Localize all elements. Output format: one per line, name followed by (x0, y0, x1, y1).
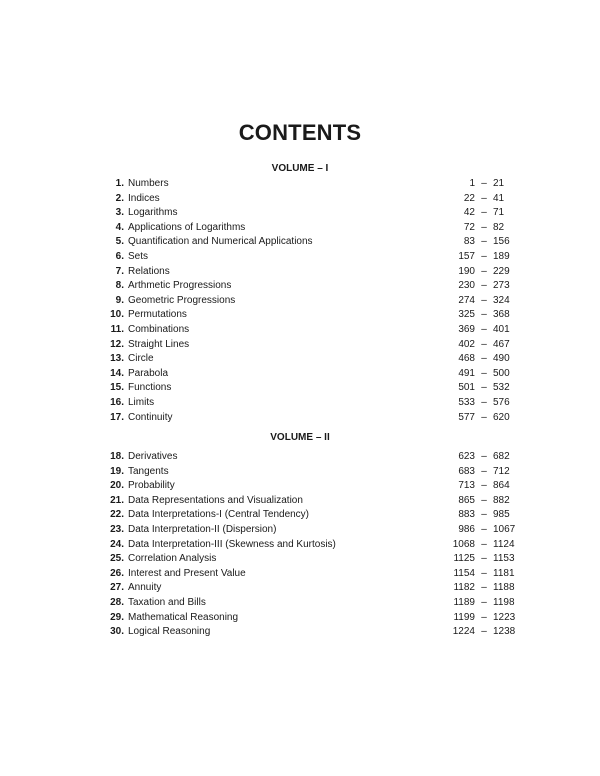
chapter-title: Interest and Present Value (128, 567, 246, 579)
chapter-title: Limits (128, 396, 155, 408)
chapter-number: 21. (110, 494, 124, 506)
page-range-dash: – (481, 509, 487, 521)
page-start: 190 (458, 265, 475, 277)
page-range-dash: – (481, 236, 487, 248)
page-start: 1 (469, 178, 475, 189)
page-start: 1182 (453, 582, 475, 594)
page-range-dash: – (481, 411, 487, 423)
page-end: 864 (493, 480, 510, 492)
chapter-title: Probability (128, 480, 175, 492)
chapter-title: Annuity (128, 582, 162, 594)
volume-1-heading: VOLUME – I (271, 163, 329, 174)
page-end: 682 (493, 451, 510, 462)
page-start: 491 (458, 367, 475, 379)
toc-entry (0, 538, 600, 553)
page-end: 1238 (493, 626, 516, 638)
toc-entry (0, 367, 600, 382)
toc-entry (0, 381, 600, 396)
chapter-title: Functions (128, 382, 172, 394)
toc-entry (0, 494, 600, 509)
toc-entry (0, 294, 600, 309)
toc-entry (0, 523, 600, 538)
toc-entry (0, 308, 600, 323)
chapter-title: Data Representations and Visualization (128, 494, 303, 506)
page-start: 42 (463, 207, 475, 219)
chapter-title: Applications of Logarithms (128, 221, 246, 233)
chapter-number: 6. (115, 250, 124, 262)
toc-entry (0, 611, 600, 626)
page-start: 1224 (452, 626, 475, 638)
chapter-number: 7. (115, 265, 124, 277)
page-start: 402 (458, 338, 475, 350)
page-range-dash: – (481, 192, 487, 204)
volume-2-heading: VOLUME – II (270, 432, 330, 443)
toc-entry (0, 250, 600, 265)
page-range-dash: – (481, 207, 487, 219)
page-end: 41 (493, 192, 505, 204)
chapter-number: 8. (115, 280, 124, 292)
page-range-dash: – (481, 221, 487, 233)
page-end: 1223 (493, 611, 516, 623)
chapter-title: Logarithms (128, 207, 178, 219)
page-end: 368 (493, 309, 510, 321)
chapter-title: Permutations (128, 309, 187, 321)
page-range-dash: – (481, 582, 487, 594)
chapter-number: 15. (110, 382, 124, 394)
toc-entry (0, 338, 600, 353)
page-end: 71 (493, 207, 505, 219)
page-range-dash: – (481, 523, 487, 535)
page-start: 157 (458, 250, 475, 262)
toc-entry (0, 323, 600, 338)
page-end: 189 (493, 250, 510, 262)
toc-entry (0, 177, 600, 192)
page-start: 1199 (453, 611, 475, 623)
chapter-number: 2. (115, 192, 124, 204)
page-range-dash: – (481, 353, 487, 365)
page-end: 1198 (493, 596, 515, 608)
chapter-number: 17. (110, 411, 124, 423)
toc-entry (0, 596, 600, 611)
chapter-number: 22. (110, 509, 124, 521)
chapter-number: 20. (110, 480, 124, 492)
chapter-number: 3. (115, 207, 124, 219)
chapter-number: 16. (110, 396, 124, 408)
page-start: 986 (458, 523, 475, 535)
chapter-number: 12. (110, 338, 124, 350)
page-start: 501 (458, 382, 475, 394)
toc-entry (0, 279, 600, 294)
chapter-title: Derivatives (128, 451, 178, 462)
chapter-title: Arthmetic Progressions (128, 280, 232, 292)
toc-entry (0, 192, 600, 207)
chapter-title: Indices (128, 192, 160, 204)
toc-entry (0, 508, 600, 523)
page-end: 401 (493, 323, 510, 335)
page-start: 883 (458, 509, 475, 521)
page-start: 72 (463, 221, 475, 233)
page-start: 1154 (453, 567, 475, 579)
page-end: 324 (493, 294, 510, 306)
page-range-dash: – (481, 596, 487, 608)
page-start: 1125 (453, 553, 475, 565)
toc-entry (0, 581, 600, 596)
chapter-number: 23. (110, 523, 124, 535)
page-range-dash: – (481, 280, 487, 292)
toc-entry (0, 479, 600, 494)
page-start: 623 (458, 451, 475, 462)
toc-entry (0, 352, 600, 367)
page-end: 1124 (493, 538, 515, 550)
chapter-title: Correlation Analysis (128, 553, 217, 565)
page-end: 467 (493, 338, 510, 350)
chapter-number: 11. (110, 323, 124, 335)
page-start: 83 (463, 236, 475, 248)
toc-entry (0, 625, 600, 640)
page-range-dash: – (481, 396, 487, 408)
chapter-number: 9. (115, 294, 124, 306)
page-end: 985 (493, 509, 510, 521)
chapter-number: 29. (110, 611, 124, 623)
page-end: 273 (493, 280, 510, 292)
page-range-dash: – (481, 382, 487, 394)
chapter-title: Parabola (128, 367, 169, 379)
page-start: 325 (458, 309, 475, 321)
page-range-dash: – (481, 178, 487, 189)
toc-entry (0, 450, 600, 465)
chapter-number: 10. (110, 309, 124, 321)
toc-entry (0, 411, 600, 426)
page-start: 1189 (453, 596, 475, 608)
page-end: 229 (493, 265, 510, 277)
chapter-title: Tangents (128, 465, 169, 477)
chapter-number: 25. (110, 553, 124, 565)
chapter-title: Sets (128, 250, 149, 262)
page-end: 576 (493, 396, 510, 408)
chapter-title: Mathematical Reasoning (128, 611, 239, 623)
chapter-title: Continuity (128, 411, 173, 423)
chapter-title: Circle (128, 353, 154, 365)
page-range-dash: – (481, 494, 487, 506)
page-title: CONTENTS (238, 120, 362, 145)
chapter-number: 4. (115, 221, 124, 233)
page-range-dash: – (481, 367, 487, 379)
chapter-number: 18. (110, 451, 124, 462)
toc-entry (0, 265, 600, 280)
page-range-dash: – (481, 265, 487, 277)
toc-entry (0, 465, 600, 480)
chapter-title: Quantification and Numerical Applications (128, 236, 313, 248)
chapter-number: 24. (110, 538, 124, 550)
page-start: 230 (458, 280, 475, 292)
page-end: 1153 (493, 553, 515, 565)
chapter-number: 14. (110, 367, 124, 379)
chapter-title: Combinations (128, 323, 190, 335)
chapter-title: Data Interpretations-I (Central Tendency) (128, 509, 310, 521)
toc-entry (0, 396, 600, 411)
page-start: 577 (458, 411, 475, 423)
page-end: 882 (493, 494, 510, 506)
page-range-dash: – (481, 553, 487, 565)
page-range-dash: – (481, 451, 487, 462)
page-start: 865 (458, 494, 475, 506)
volume-1-toc-list (0, 177, 600, 425)
chapter-number: 1. (115, 178, 124, 189)
chapter-title: Numbers (128, 178, 169, 189)
page-start: 713 (458, 480, 475, 492)
page-end: 490 (493, 353, 510, 365)
page-range-dash: – (481, 538, 487, 550)
page-start: 468 (458, 353, 475, 365)
page-end: 620 (493, 411, 510, 423)
chapter-number: 5. (115, 236, 124, 248)
chapter-number: 28. (110, 596, 124, 608)
page-end: 156 (493, 236, 510, 248)
toc-entry (0, 235, 600, 250)
volume-2-toc-list (0, 450, 600, 640)
chapter-number: 26. (110, 567, 124, 579)
page-start: 22 (463, 192, 475, 204)
chapter-title: Relations (128, 265, 170, 277)
page-range-dash: – (481, 250, 487, 262)
page-start: 1068 (452, 538, 475, 550)
page-end: 532 (493, 382, 510, 394)
page-start: 683 (458, 465, 475, 477)
page-range-dash: – (481, 480, 487, 492)
chapter-number: 19. (110, 465, 124, 477)
page-end: 1188 (493, 582, 515, 594)
page-range-dash: – (481, 323, 487, 335)
toc-entry (0, 567, 600, 582)
page-range-dash: – (481, 465, 487, 477)
toc-entry (0, 552, 600, 567)
chapter-title: Taxation and Bills (128, 596, 206, 608)
page-range-dash: – (481, 338, 487, 350)
toc-entry (0, 206, 600, 221)
chapter-number: 13. (110, 353, 124, 365)
chapter-number: 27. (110, 582, 124, 594)
chapter-number: 30. (110, 626, 124, 638)
page-range-dash: – (481, 611, 487, 623)
page-start: 533 (458, 396, 475, 408)
page-range-dash: – (481, 309, 487, 321)
chapter-title: Straight Lines (128, 338, 190, 350)
page-range-dash: – (481, 626, 487, 638)
page-end: 1067 (493, 523, 516, 535)
page-range-dash: – (481, 567, 487, 579)
toc-entry (0, 221, 600, 236)
chapter-title: Logical Reasoning (128, 626, 211, 638)
page-start: 274 (458, 294, 475, 306)
page-start: 369 (458, 323, 475, 335)
page-end: 500 (493, 367, 510, 379)
page-end: 712 (493, 465, 510, 477)
page-end: 21 (493, 178, 505, 189)
page-range-dash: – (481, 294, 487, 306)
page-end: 1181 (493, 567, 515, 579)
chapter-title: Geometric Progressions (128, 294, 236, 306)
page-end: 82 (493, 221, 505, 233)
chapter-title: Data Interpretation-III (Skewness and Kurtosis) (128, 538, 336, 550)
chapter-title: Data Interpretation-II (Dispersion) (128, 523, 277, 535)
